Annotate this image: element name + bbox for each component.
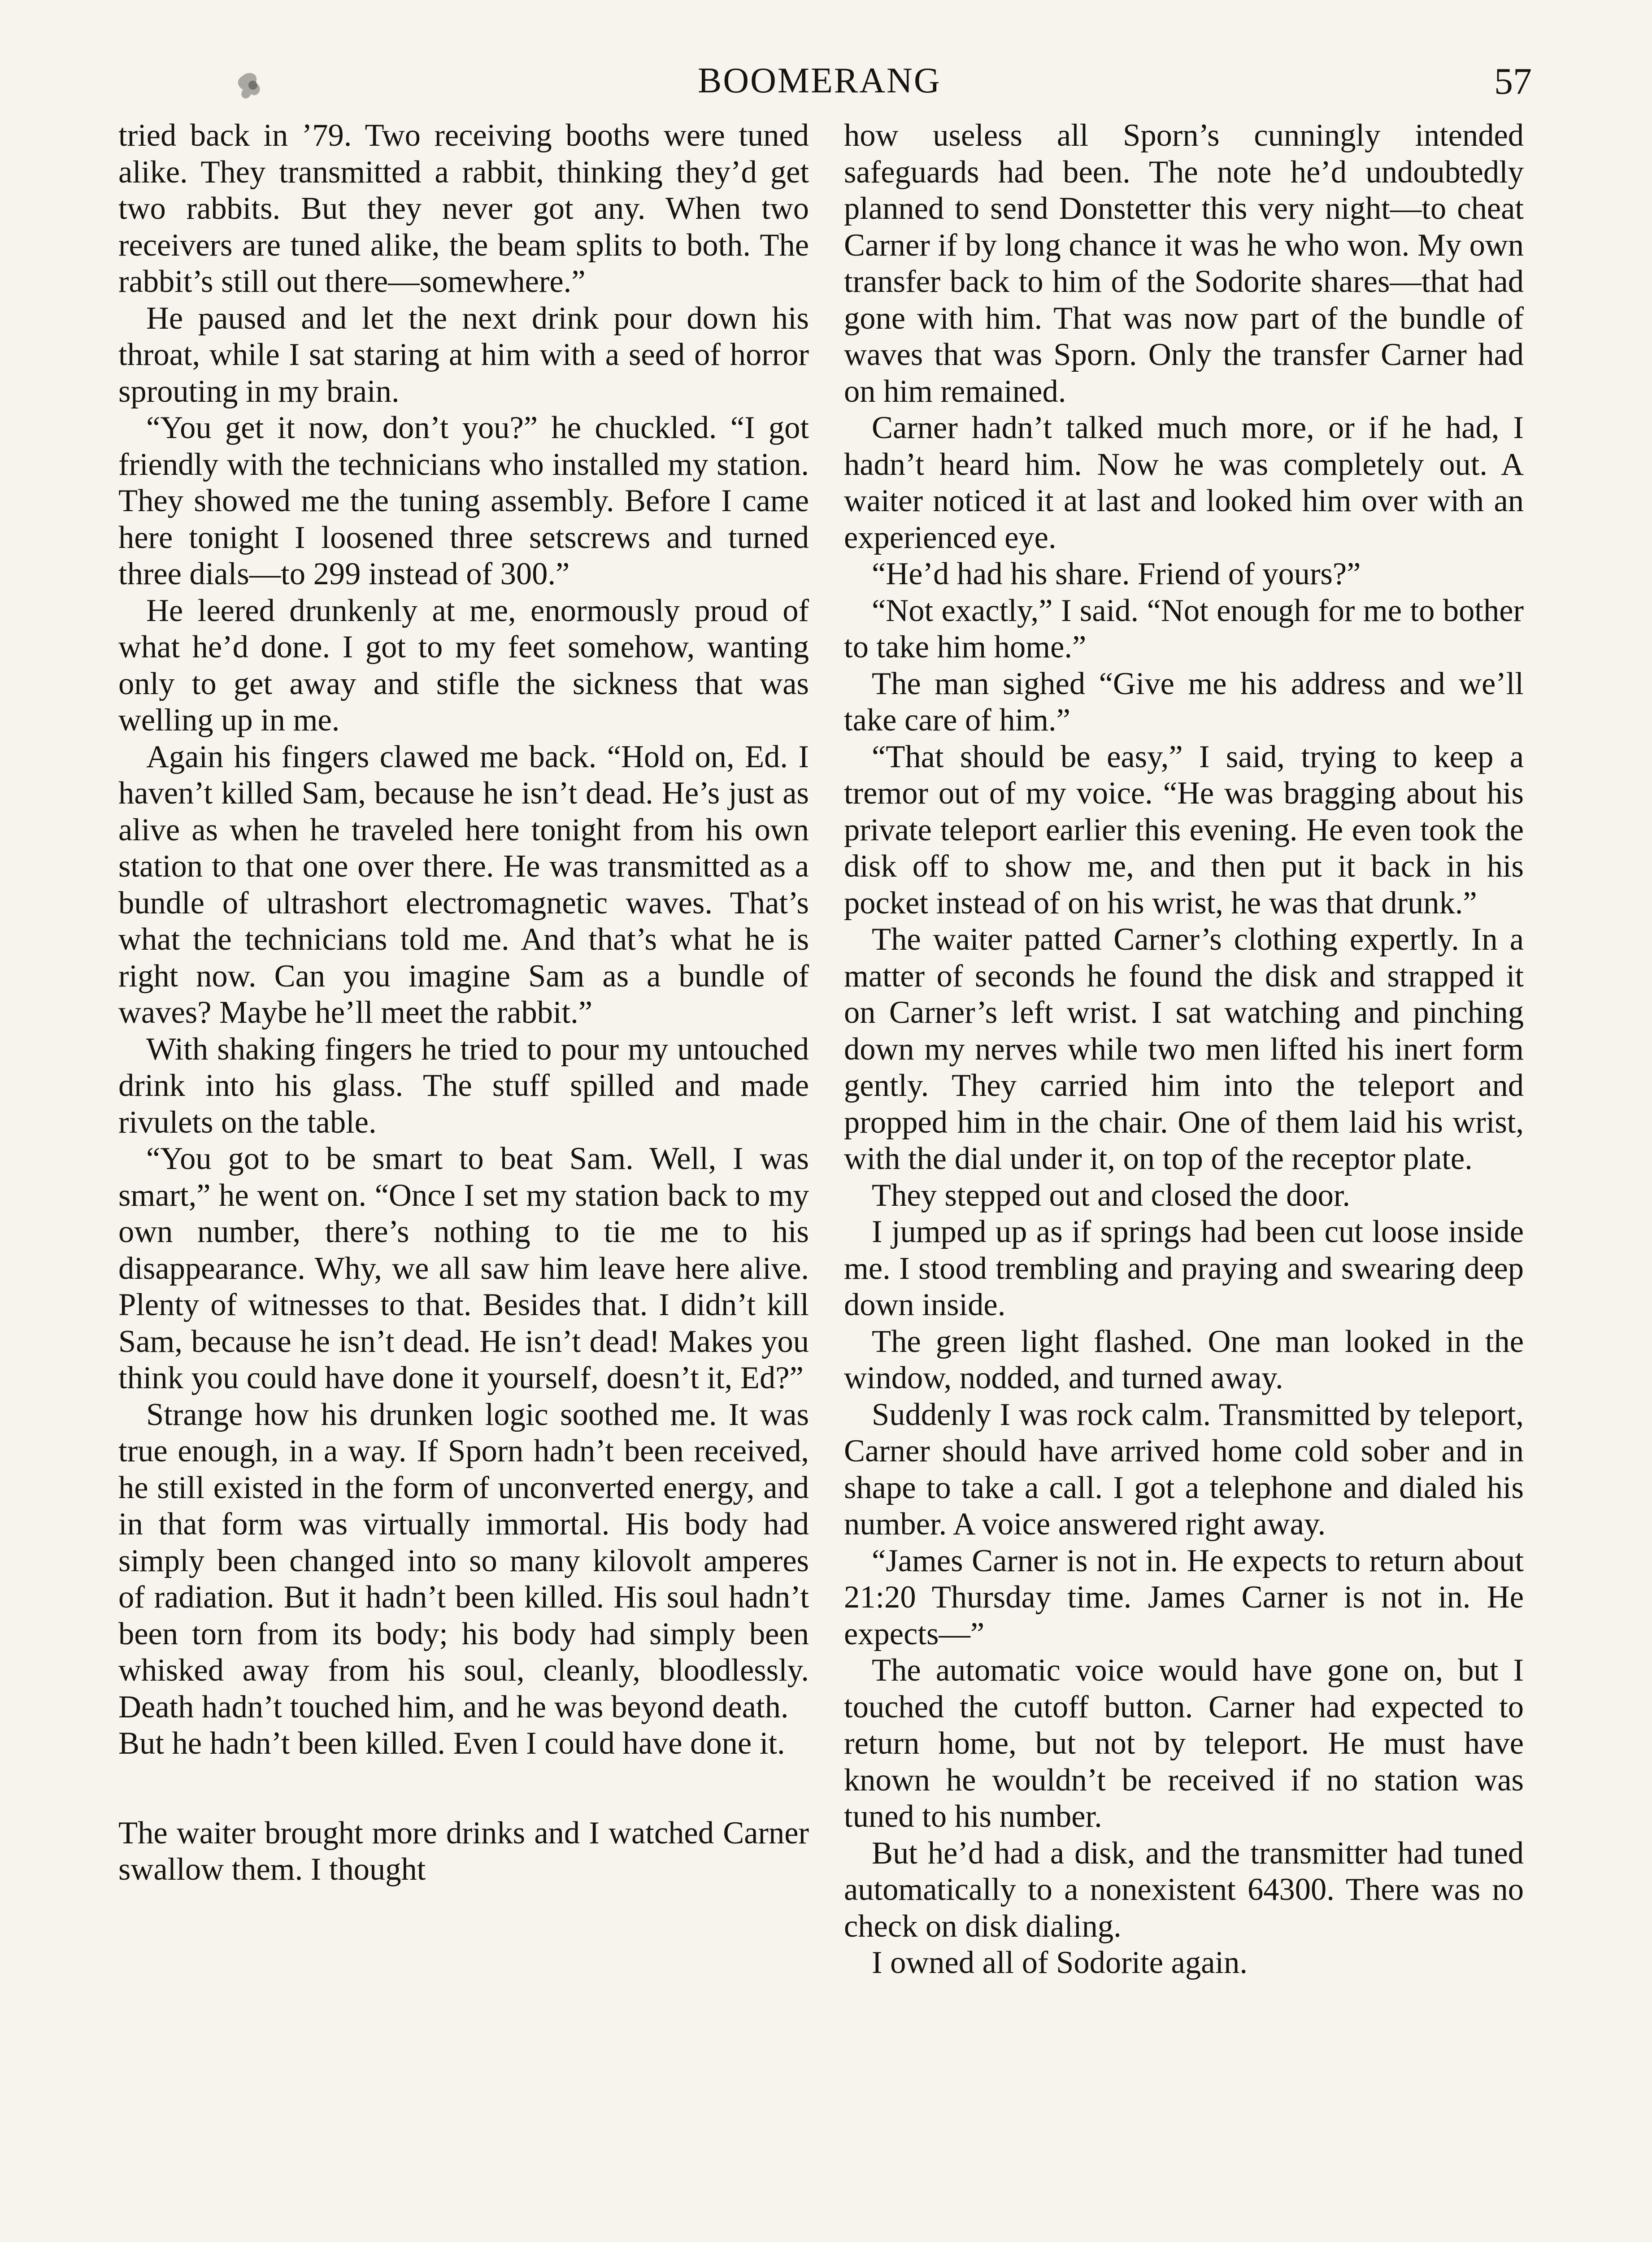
ink-smudge xyxy=(233,67,269,108)
page-number: 57 xyxy=(1494,61,1532,102)
paragraph: “You got to be smart to beat Sam. Well, I was smart,” he went on. “Once I set my station back to my own number, there’s nothing to tie me to his disappearance. Why, we all saw him leave here alive. Plenty of witnesses to that. Besides that. I didn’t kill Sam, because he isn’t dead. He isn’t dead! Makes you think you could have done it yourself, doesn’t it, Ed?” xyxy=(118,1141,809,1395)
paragraph: With shaking fingers he tried to pour my untouched drink into his glass. The stuff spilled and made rivulets on the table. xyxy=(118,1031,809,1140)
paragraph: He paused and let the next drink pour down his throat, while I sat staring at him with a seed of horror sprouting in my brain. xyxy=(118,300,809,409)
paragraph: The waiter patted Carner’s clothing expertly. In a matter of seconds he found the disk and strapped it on Carner’s left wrist. I sat watching and pinching down my nerves while two men lifted his inert form gently. They carried him into the teleport and propped him in the chair. One of them laid his wrist, with the dial under it, on top of the receptor plate. xyxy=(844,922,1524,1176)
paragraph: “James Carner is not in. He expects to return about 21:20 Thursday time. James Carner is not in. He expects—” xyxy=(844,1543,1524,1651)
paragraph: Carner hadn’t talked much more, or if he had, I hadn’t heard him. Now he was completely out. A waiter noticed it at last and looked him over with an experienced eye. xyxy=(844,410,1524,555)
paragraph: The green light flashed. One man looked in the window, nodded, and turned away. xyxy=(844,1324,1524,1395)
paragraph: I jumped up as if springs had been cut loose inside me. I stood trembling and praying and swearing deep down inside. xyxy=(844,1214,1524,1322)
left-text-column xyxy=(118,117,809,1888)
paragraph: But he hadn’t been killed. Even I could have done it. xyxy=(118,1726,785,1761)
running-title: BOOMERANG xyxy=(698,61,941,100)
paragraph: “Not exactly,” I said. “Not enough for me to bother to take him home.” xyxy=(844,593,1524,665)
paragraph: But he’d had a disk, and the transmitter had tuned automatically to a nonexistent 64300. There was no check on disk dialing. xyxy=(844,1835,1524,1944)
paragraph: They stepped out and closed the door. xyxy=(872,1177,1351,1213)
paragraph: The waiter brought more drinks and I watched Carner swallow them. I thought xyxy=(118,1815,809,1887)
paragraph: Strange how his drunken logic soothed me. It was true enough, in a way. If Sporn hadn’t been received, he still existed in the form of unconverted energy, and in that form was virtually immortal. His body had simply been changed into so many kilovolt amperes of radiation. But it hadn’t been killed. His soul hadn’t been torn from its body; his body had simply been whisked away from his soul, cleanly, bloodlessly. Death hadn’t touched him, and he was beyond death. xyxy=(118,1397,809,1725)
paragraph: Again his fingers clawed me back. “Hold on, Ed. I haven’t killed Sam, because he isn’t dead. He’s just as alive as when he traveled here tonight from his own station to that one over there. He was transmitted as a bundle of ultrashort electromagnetic waves. That’s what the technicians told me. And that’s what he is right now. Can you imagine Sam as a bundle of waves? Maybe he’ll meet the rabbit.” xyxy=(118,739,809,1030)
paragraph: He leered drunkenly at me, enormously proud of what he’d done. I got to my feet somehow, wanting only to get away and stifle the sickness that was welling up in me. xyxy=(118,593,809,738)
paragraph: tried back in ’79. Two receiving booths were tuned alike. They transmitted a rabbit, thinking they’d get two rabbits. But they never got any. When two receivers are tuned alike, the beam splits to both. The rabbit’s still out there—somewhere.” xyxy=(118,118,809,299)
paragraph: “That should be easy,” I said, trying to keep a tremor out of my voice. “He was bragging about his private teleport earlier this evening. He even took the disk off to show me, and then put it back in his pocket instead of on his wrist, he was that drunk.” xyxy=(844,739,1524,921)
paragraph: The automatic voice would have gone on, but I touched the cutoff button. Carner had expected to return home, but not by teleport. He must have known he wouldn’t be received if no station was tuned to his number. xyxy=(844,1653,1524,1834)
right-text-column xyxy=(844,117,1524,1981)
paragraph: I owned all of Sodorite again. xyxy=(872,1945,1248,1980)
paragraph: “You get it now, don’t you?” he chuckled. “I got friendly with the technicians who installed my station. They showed me the tuning assembly. Before I came here tonight I loosened three setscrews and turned three dials—to 299 instead of 300.” xyxy=(118,410,809,591)
paragraph: “He’d had his share. Friend of yours?” xyxy=(872,556,1361,591)
paragraph: how useless all Sporn’s cunningly intended safeguards had been. The note he’d undoubtedly planned to send Donstetter this very night—to cheat Carner if by long chance it was he who won. My own transfer back to him of the Sodorite shares—that had gone with him. That was now part of the bundle of waves that was Sporn. Only the transfer Carner had on him remained. xyxy=(844,118,1524,409)
paragraph: Suddenly I was rock calm. Transmitted by teleport, Carner should have arrived home cold sober and in shape to take a call. I got a telephone and dialed his number. A voice answered right away. xyxy=(844,1397,1524,1542)
paragraph: The man sighed “Give me his address and we’ll take care of him.” xyxy=(844,666,1524,738)
